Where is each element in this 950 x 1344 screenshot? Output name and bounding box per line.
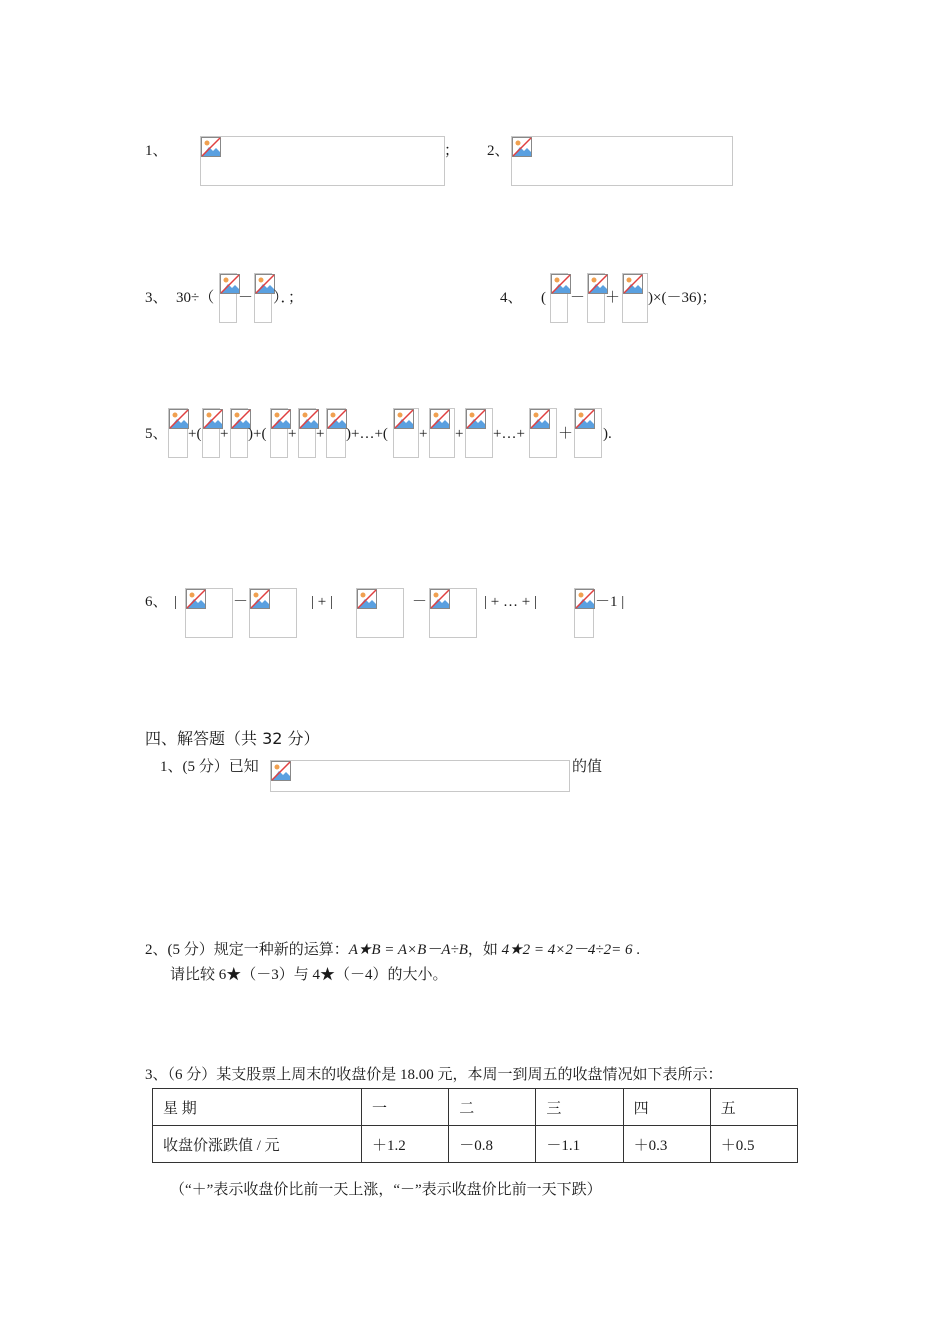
table-cell: 收盘价涨跌值 / 元 — [153, 1126, 362, 1163]
minus-sign: － — [233, 594, 249, 610]
broken-image-icon — [587, 273, 605, 323]
broken-image-icon — [511, 136, 733, 186]
broken-image-icon — [429, 408, 455, 458]
broken-image-icon — [270, 408, 288, 458]
table-cell: 五 — [710, 1089, 797, 1126]
problem-3-number: 3、 — [145, 290, 168, 306]
broken-image-icon — [326, 408, 346, 458]
broken-image-icon — [270, 760, 570, 792]
broken-image-icon — [574, 588, 594, 638]
expression-text: ). — [603, 426, 612, 442]
image-placeholder-icon — [357, 589, 377, 609]
broken-image-icon — [622, 273, 648, 323]
image-placeholder-icon — [394, 409, 414, 429]
broken-image-icon — [254, 273, 272, 323]
section-title: 四、解答题（共 32 分） — [145, 729, 320, 748]
minus-sign: － — [238, 290, 254, 306]
expression-text: | + | — [311, 594, 333, 610]
broken-image-icon — [429, 588, 477, 638]
minus-sign: － — [570, 290, 586, 306]
broken-image-icon — [550, 273, 568, 323]
broken-image-icon — [249, 588, 297, 638]
problem-4-number: 4、 — [500, 290, 523, 306]
problem-6-number: 6、 — [145, 594, 168, 610]
problem-5-number: 5、 — [145, 426, 168, 442]
image-placeholder-icon — [430, 409, 450, 429]
expression-text: + — [316, 426, 325, 442]
expression-text: +( — [188, 426, 202, 442]
expression-text: | + … + | — [484, 594, 537, 610]
image-placeholder-icon — [623, 274, 643, 294]
problem-2-number: 2、 — [487, 143, 510, 159]
image-placeholder-icon — [169, 409, 189, 429]
expression-text: + — [455, 426, 464, 442]
image-placeholder-icon — [186, 589, 206, 609]
image-placeholder-icon — [201, 137, 221, 157]
broken-image-icon — [200, 136, 445, 186]
problem-lead: 2、(5 分）规定一种新的运算： — [145, 942, 349, 958]
broken-image-icon — [529, 408, 557, 458]
minus-sign: － — [412, 594, 428, 610]
image-placeholder-icon — [255, 274, 275, 294]
image-placeholder-icon — [530, 409, 550, 429]
image-placeholder-icon — [430, 589, 450, 609]
problem-2-line — [145, 940, 640, 960]
problem-2-question: 请比较 6★（－3）与 4★（－4）的大小。 — [170, 967, 448, 983]
broken-image-icon — [465, 408, 493, 458]
image-placeholder-icon — [466, 409, 486, 429]
problem-3-prefix: 30÷（ — [176, 290, 215, 306]
table-cell: －1.1 — [536, 1126, 623, 1163]
problem-3-suffix: ）．； — [273, 290, 304, 306]
broken-image-icon — [168, 408, 188, 458]
expression-text: －1 | — [595, 594, 625, 610]
open-paren: ( — [541, 290, 546, 306]
expression-text: + — [419, 426, 428, 442]
table-cell: ＋1.2 — [362, 1126, 449, 1163]
operation-formula: A★B = A×B－A÷B — [348, 942, 468, 958]
table-cell: ＋0.5 — [710, 1126, 797, 1163]
problem-3-lead: 3、（6 分）某支股票上周末的收盘价是 18.00 元，本周一到周五的收盘情况如下表所示： — [145, 1067, 723, 1083]
expression-text: +…+ — [493, 426, 525, 442]
broken-image-icon — [230, 408, 248, 458]
broken-image-icon — [219, 273, 237, 323]
broken-image-icon — [356, 588, 404, 638]
table-row — [153, 1126, 798, 1163]
expression-text: )+…+( — [346, 426, 388, 442]
stock-price-table — [152, 1088, 798, 1163]
table-cell: 二 — [449, 1089, 536, 1126]
expression-text: ＋ — [558, 426, 574, 442]
broken-image-icon — [393, 408, 419, 458]
table-cell: 一 — [362, 1089, 449, 1126]
problem-1-number: 1、 — [145, 143, 168, 159]
plus-sign: ＋ — [605, 290, 621, 306]
table-cell: 四 — [623, 1089, 710, 1126]
image-placeholder-icon — [575, 409, 595, 429]
table-note: （“＋”表示收盘价比前一天上涨，“－”表示收盘价比前一天下跌） — [170, 1182, 602, 1198]
table-cell: －0.8 — [449, 1126, 536, 1163]
expression-text: + — [288, 426, 297, 442]
image-placeholder-icon — [575, 589, 595, 609]
image-placeholder-icon — [551, 274, 571, 294]
problem-lead: 1、(5 分）已知 — [160, 759, 259, 775]
expression-text: )+( — [248, 426, 267, 442]
operation-example: 4★2 = 4×2－4÷2= 6 — [501, 942, 633, 958]
expression-text: + — [220, 426, 229, 442]
abs-bar: | — [174, 594, 178, 610]
table-cell: 三 — [536, 1089, 623, 1126]
table-cell: 星 期 — [153, 1089, 362, 1126]
image-placeholder-icon — [327, 409, 347, 429]
broken-image-icon — [185, 588, 233, 638]
broken-image-icon — [298, 408, 316, 458]
image-placeholder-icon — [220, 274, 240, 294]
table-row — [153, 1089, 798, 1126]
table-cell: ＋0.3 — [623, 1126, 710, 1163]
image-placeholder-icon — [271, 761, 291, 781]
problem-end: . — [632, 942, 640, 958]
broken-image-icon — [202, 408, 220, 458]
image-placeholder-icon — [250, 589, 270, 609]
problem-tail: 的值 — [572, 759, 603, 775]
separator: ； — [444, 143, 460, 159]
problem-4-suffix: )×(－36)； — [648, 290, 717, 306]
problem-mid: ，如 — [467, 942, 502, 958]
broken-image-icon — [574, 408, 602, 458]
image-placeholder-icon — [512, 137, 532, 157]
